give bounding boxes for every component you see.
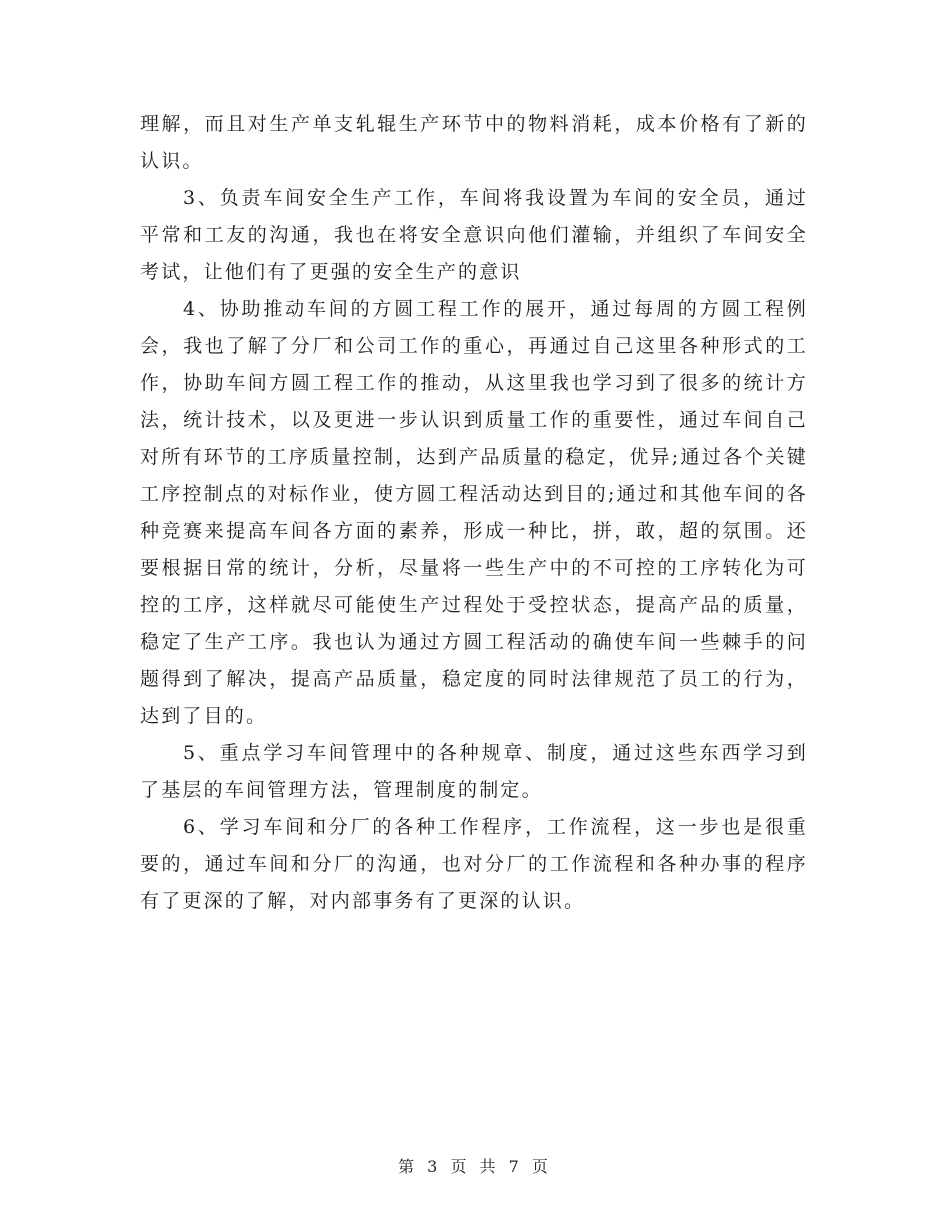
document-body — [140, 106, 808, 920]
paragraph-item-6: 6、学习车间和分厂的各种工作程序，工作流程，这一步也是很重要的，通过车间和分厂的沟通，也对分厂的工作流程和各种办事的程序有了更深的了解，对内部事务有了更深的认识。 — [140, 816, 808, 912]
paragraph-item-3: 3、负责车间安全生产工作，车间将我设置为车间的安全员，通过平常和工友的沟通，我也在将安全意识向他们灌输，并组织了车间安全考试，让他们有了更强的安全生产的意识 — [140, 187, 808, 283]
paragraph-item-4: 4、协助推动车间的方圆工程工作的展开，通过每周的方圆工程例会，我也了解了分厂和公司工作的重心，再通过自己这里各种形式的工作，协助车间方圆工程工作的推动，从这里我也学习到了很多的统计方法，统计技术，以及更进一步认识到质量工作的重要性，通过车间自己对所有环节的工序质量控制，达到产品质量的稳定，优异;通过各个关键工序控制点的对标作业，使方圆工程活动达到目的;通过和其他车间的各种竞赛来提高车间各方面的素养，形成一种比，拼，敢，超的氛围。还要根据日常的统计，分析，尽量将一些生产中的不可控的工序转化为可控的工序，这样就尽可能使生产过程处于受控状态，提高产品的质量，稳定了生产工序。我也认为通过方圆工程活动的确使车间一些棘手的问题得到了解决，提高产品质量，稳定度的同时法律规范了员工的行为，达到了目的。 — [140, 298, 808, 727]
paragraph-item-5: 5、重点学习车间管理中的各种规章、制度，通过这些东西学习到了基层的车间管理方法，管理制度的制定。 — [140, 742, 808, 801]
page-number-footer: 第 3 页 共 7 页 — [398, 1157, 552, 1176]
paragraph-continuation: 理解，而且对生产单支轧辊生产环节中的物料消耗，成本价格有了新的认识。 — [140, 113, 808, 172]
